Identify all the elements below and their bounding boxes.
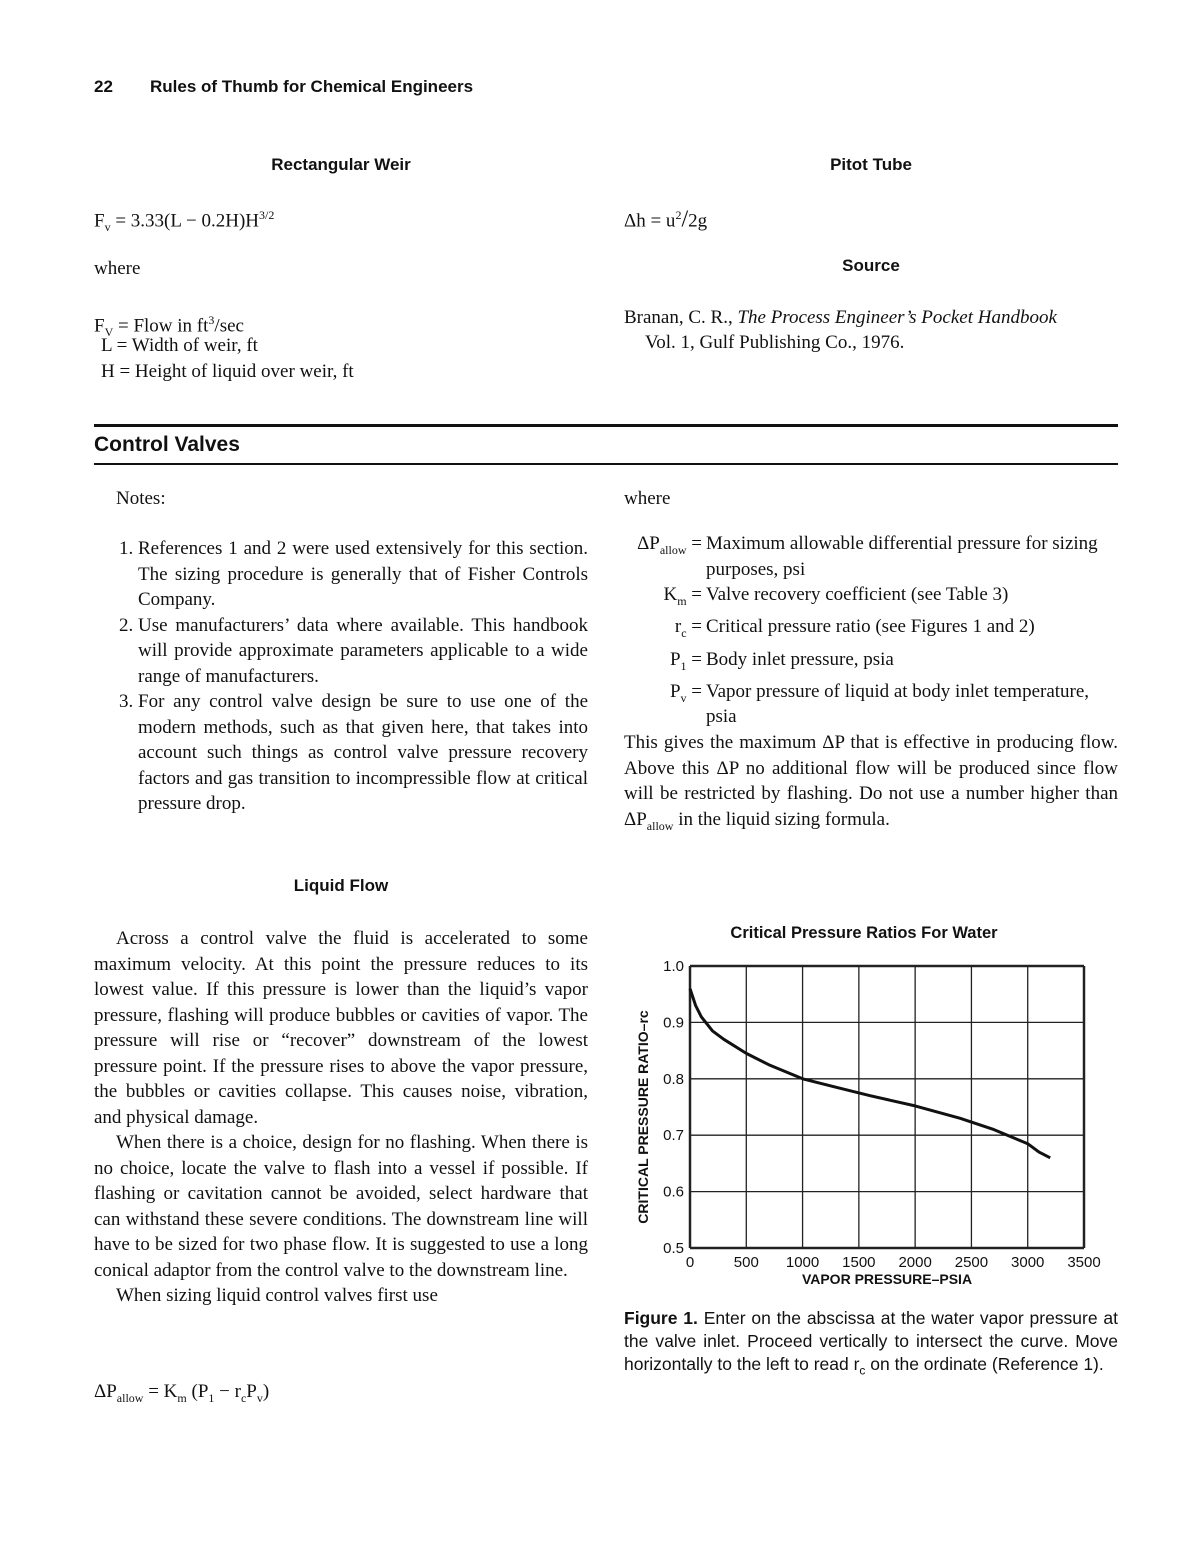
source-book-title: The Process Engineer’s Pocket Handbook <box>737 307 1057 328</box>
note-item: 3. For any control valve design be sure to use one of the modern methods, such as that given here, that takes into account such things as control valve pressure recovery factors and gas transition to incompressible flow at critical pressure drop. <box>138 689 588 817</box>
source-publisher: Vol. 1, Gulf Publishing Co., 1976. <box>645 332 905 353</box>
x-tick-label: 0 <box>685 1254 695 1271</box>
defs-where: where <box>624 488 671 509</box>
def-row-dp <box>624 531 1118 582</box>
def-row-rc <box>624 614 1118 646</box>
defs-paragraph: This gives the maximum ΔP that is effective in producing flow. Above this ΔP no additional flow will be produced since flow will be restricted by flashing. Do not use a number higher than $\Delta P_{allow}$ in the liquid sizing formula. <box>624 732 1118 833</box>
x-tick-label: 2000 <box>898 1254 932 1271</box>
chart-title: Critical Pressure Ratios For Water <box>730 924 998 942</box>
liquid-para-1: Across a control valve the fluid is accelerated to some maximum velocity. At this point the pressure reduces to its lowest value. If this pressure is lower than the liquid’s vapor pressure, flashing will produce bubbles or cavities of vapor. The pressure will rise or “recover” downstream of the lowest pressure point. If the pressure rises to above the vapor pressure, the bubbles or cavities collapse. This causes noise, vibration, and physical damage. <box>94 928 588 1128</box>
series-line <box>690 989 1050 1158</box>
def-row-p1 <box>624 647 1118 679</box>
source-citation <box>624 305 1124 331</box>
source-heading: Source <box>842 256 900 275</box>
def-lhs: $K_m$ = <box>663 584 702 608</box>
def-lhs: $P_v$ = <box>669 680 702 705</box>
figure-label: Figure 1. <box>624 1308 698 1328</box>
x-axis-label: VAPOR PRESSURE–PSIA <box>801 1271 973 1287</box>
notes-label: Notes: <box>116 488 166 509</box>
x-tick-label: 3000 <box>1011 1254 1045 1271</box>
critical-pressure-chart <box>624 950 1118 1290</box>
y-tick-label: 0.5 <box>663 1240 684 1257</box>
y-tick-label: 1.0 <box>663 958 684 975</box>
definitions-list <box>624 531 1118 730</box>
x-tick-label: 2500 <box>954 1254 989 1271</box>
figure-caption: Figure 1. Enter on the abscissa at the water vapor pressure at the valve inlet. Proceed vertically to intersect the curve. Move horizontally to the left to read $r_c$ on the ordinate (Reference 1). <box>624 1308 1119 1378</box>
def-rhs: Body inlet pressure, psia <box>706 648 894 670</box>
def-rhs: Valve recovery coefficient (see Table 3) <box>706 584 1009 605</box>
def-row-km <box>624 582 1118 614</box>
def-rhs: Vapor pressure of liquid at body inlet temperature, psia <box>706 680 1090 728</box>
def-rhs: Maximum allowable differential pressure for sizing purposes, psi <box>706 533 1098 580</box>
def-lhs: $P_1$ = <box>669 648 702 673</box>
def-lhs: $\Delta P_{allow}$ = <box>637 533 702 557</box>
section-rule-bottom <box>94 463 1118 465</box>
source-author: Branan, C. R., <box>624 307 738 328</box>
pitot-heading: Pitot Tube <box>830 155 912 174</box>
y-tick-label: 0.6 <box>663 1183 684 1201</box>
y-tick-label: 0.9 <box>663 1014 684 1032</box>
x-tick-label: 500 <box>733 1254 759 1271</box>
liquid-heading: Liquid Flow <box>293 876 389 895</box>
section-title: Control Valves <box>94 433 240 456</box>
liquid-text <box>94 926 588 1309</box>
def-rhs: Critical pressure ratio (see Figures 1 and 2) <box>706 616 1035 638</box>
liquid-formula: $\Delta P_{allow} = K_m$ $(P_1 - r_cP_v)$ <box>94 1381 270 1405</box>
weir-heading: Rectangular Weir <box>271 155 411 174</box>
notes-list <box>94 536 588 817</box>
x-tick-label: 1000 <box>785 1254 820 1271</box>
liquid-para-3: When sizing liquid control valves first use <box>116 1285 438 1306</box>
section-rule-top <box>94 424 1118 427</box>
book-title: Rules of Thumb for Chemical Engineers <box>150 77 474 96</box>
y-tick-label: 0.8 <box>663 1070 684 1088</box>
note-item: 1. References 1 and 2 were used extensively for this section. The sizing procedure is generally that of Fisher Controls Company. <box>138 536 588 613</box>
weir-formula: $F_v = 3.33(L - 0.2H)H^{3/2}$ <box>94 208 275 235</box>
y-tick-label: 0.7 <box>663 1127 684 1145</box>
x-tick-label: 3500 <box>1067 1254 1101 1271</box>
liquid-para-2: When there is a choice, design for no flashing. When there is no choice, locate the valve to flash into a vessel if possible. If flashing or cavitation cannot be avoided, select hardware that can withstand these severe conditions. The downstream line will have to be sized for two phase flow. It is suggested to use a long conical adaptor from the control valve to the downstream line. <box>94 1132 588 1281</box>
page-number: 22 <box>94 77 113 96</box>
weir-where: where <box>94 258 141 279</box>
weir-def-flow: $F_V$ = Flow in $ft^3/\sec$ <box>94 313 244 340</box>
def-row-pv <box>624 679 1118 730</box>
weir-def-width: L = Width of weir, ft <box>101 335 258 356</box>
x-tick-label: 1500 <box>842 1254 876 1271</box>
weir-def-height: H = Height of liquid over weir, ft <box>101 361 354 382</box>
pitot-formula: $\Delta h = u^2/2g$ <box>624 206 708 233</box>
def-lhs: $r_c$ = <box>674 616 702 641</box>
running-header <box>94 77 473 97</box>
y-axis-label: CRITICAL PRESSURE RATIO–rc <box>635 1010 651 1224</box>
note-item: 2. Use manufacturers’ data where available. This handbook will provide approximate parameters applicable to a wide range of manufacturers. <box>138 613 588 690</box>
